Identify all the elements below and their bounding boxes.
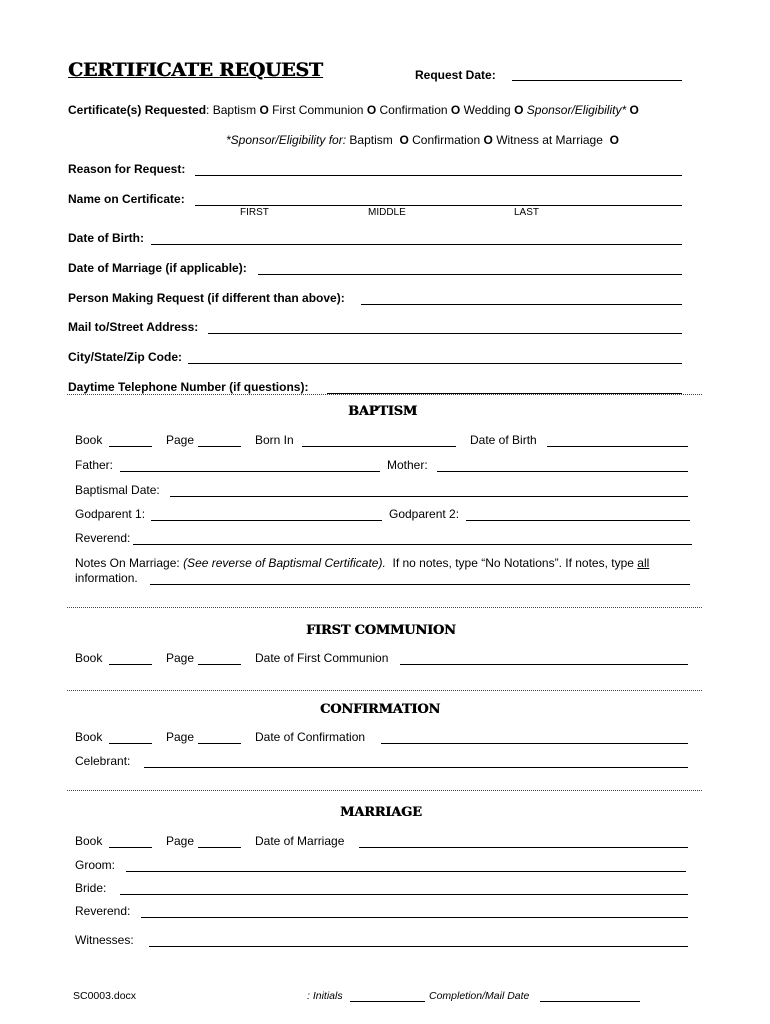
- marriage-heading: MARRIAGE: [340, 805, 422, 820]
- notes-text: If no notes, type “No Notations”. If notes, type: [392, 556, 634, 570]
- born-in-label: Born In: [255, 433, 294, 447]
- mother-field[interactable]: [437, 471, 688, 472]
- fc-page-label: Page: [166, 651, 195, 665]
- initials-label: : Initials: [307, 990, 343, 1002]
- sponsor-option-confirmation: Confirmation: [412, 133, 481, 147]
- name-field[interactable]: [195, 205, 682, 206]
- name-label: Name on Certificate:: [68, 192, 185, 206]
- mail-field[interactable]: [208, 333, 682, 334]
- baptism-page-field[interactable]: [198, 446, 241, 447]
- certificates-requested-label: Certificate(s) Requested: [68, 103, 207, 117]
- checkbox-first-communion[interactable]: O: [366, 103, 377, 117]
- last-name-caption: LAST: [514, 207, 540, 218]
- fc-book-label: Book: [75, 651, 103, 665]
- section-divider: [67, 790, 702, 791]
- baptism-dob-label: Date of Birth: [470, 433, 537, 447]
- sponsor-for-label: *Sponsor/Eligibility for:: [226, 133, 347, 147]
- middle-name-caption: MIDDLE: [368, 207, 406, 218]
- option-wedding: Wedding: [463, 103, 511, 117]
- conf-page-label: Page: [166, 730, 195, 744]
- checkbox-sponsor[interactable]: O: [629, 103, 639, 117]
- document-id: SC0003.docx: [73, 990, 137, 1002]
- godparent2-label: Godparent 2:: [389, 507, 460, 521]
- section-divider: [67, 690, 702, 691]
- groom-field[interactable]: [126, 871, 686, 872]
- conf-date-label: Date of Confirmation: [255, 730, 366, 744]
- mar-page-label: Page: [166, 834, 195, 848]
- mar-date-field[interactable]: [359, 847, 688, 848]
- fc-page-field[interactable]: [198, 664, 241, 665]
- request-date-field[interactable]: [512, 80, 682, 81]
- father-label: Father:: [75, 458, 114, 472]
- mar-page-field[interactable]: [198, 847, 241, 848]
- baptism-reverend-field[interactable]: [133, 544, 692, 545]
- notes-on-marriage: [75, 556, 649, 570]
- mar-book-field[interactable]: [109, 847, 152, 848]
- option-confirmation: Confirmation: [379, 103, 448, 117]
- bride-label: Bride:: [75, 881, 107, 895]
- sponsor-checkbox-confirmation[interactable]: O: [483, 133, 493, 147]
- mar-reverend-label: Reverend:: [75, 904, 131, 918]
- celebrant-label: Celebrant:: [75, 754, 131, 768]
- request-date-label: Request Date:: [415, 68, 496, 82]
- sponsor-eligibility-row: [226, 133, 619, 147]
- baptism-book-field[interactable]: [109, 446, 152, 447]
- dom-field[interactable]: [258, 274, 682, 275]
- born-in-field[interactable]: [302, 446, 456, 447]
- baptism-book-label: Book: [75, 433, 103, 447]
- celebrant-field[interactable]: [144, 767, 688, 768]
- bride-field[interactable]: [120, 894, 688, 895]
- notes-italic: (See reverse of Baptismal Certificate).: [183, 556, 386, 570]
- baptism-heading: BAPTISM: [348, 404, 417, 419]
- baptism-page-label: Page: [166, 433, 195, 447]
- checkbox-baptism[interactable]: O: [259, 103, 269, 117]
- city-label: City/State/Zip Code:: [68, 350, 183, 364]
- baptism-dob-field[interactable]: [547, 446, 688, 447]
- person-field[interactable]: [361, 304, 682, 305]
- dom-label: Date of Marriage (if applicable):: [68, 261, 247, 275]
- mar-date-label: Date of Marriage: [255, 834, 345, 848]
- section-divider: [67, 607, 702, 608]
- conf-date-field[interactable]: [381, 743, 688, 744]
- sponsor-option-witness: Witness at Marriage: [496, 133, 603, 147]
- conf-book-label: Book: [75, 730, 103, 744]
- checkbox-confirmation[interactable]: O: [450, 103, 461, 117]
- godparent1-label: Godparent 1:: [75, 507, 146, 521]
- dob-field[interactable]: [151, 244, 682, 245]
- baptismal-date-field[interactable]: [170, 496, 688, 497]
- baptism-reverend-label: Reverend:: [75, 531, 131, 545]
- father-field[interactable]: [120, 471, 380, 472]
- mail-label: Mail to/Street Address:: [68, 320, 199, 334]
- initials-field[interactable]: [350, 1001, 425, 1002]
- fc-date-label: Date of First Communion: [255, 651, 389, 665]
- godparent2-field[interactable]: [466, 520, 690, 521]
- groom-label: Groom:: [75, 858, 116, 872]
- mother-label: Mother:: [387, 458, 428, 472]
- baptismal-date-label: Baptismal Date:: [75, 483, 160, 497]
- city-field[interactable]: [188, 363, 682, 364]
- godparent1-field[interactable]: [151, 520, 382, 521]
- fc-book-field[interactable]: [109, 664, 152, 665]
- section-divider: [67, 394, 702, 395]
- first-communion-heading: FIRST COMMUNION: [306, 623, 456, 638]
- reason-field[interactable]: [195, 175, 682, 176]
- colon: :: [206, 103, 210, 117]
- conf-book-field[interactable]: [109, 743, 152, 744]
- reason-label: Reason for Request:: [68, 162, 186, 176]
- first-name-caption: FIRST: [240, 207, 269, 218]
- confirmation-heading: CONFIRMATION: [320, 702, 440, 717]
- information-label: information.: [75, 571, 138, 585]
- form-title: CERTIFICATE REQUEST: [68, 59, 323, 81]
- phone-label: Daytime Telephone Number (if questions):: [68, 380, 309, 394]
- witnesses-label: Witnesses:: [75, 933, 134, 947]
- option-baptism: Baptism: [212, 103, 257, 117]
- sponsor-option-baptism: Baptism: [349, 133, 393, 147]
- dob-label: Date of Birth:: [68, 231, 144, 245]
- fc-date-field[interactable]: [400, 664, 688, 665]
- completion-date-label: Completion/Mail Date: [429, 990, 530, 1002]
- sponsor-checkbox-baptism[interactable]: O: [399, 133, 409, 147]
- notes-label: Notes On Marriage:: [75, 556, 180, 570]
- option-first-communion: First Communion: [272, 103, 364, 117]
- notes-all: all: [637, 556, 650, 570]
- mar-reverend-field[interactable]: [141, 917, 688, 918]
- completion-date-field[interactable]: [540, 1001, 640, 1002]
- mar-book-label: Book: [75, 834, 103, 848]
- notes-field[interactable]: [150, 584, 690, 585]
- sponsor-checkbox-witness[interactable]: O: [609, 133, 619, 147]
- checkbox-wedding[interactable]: O: [514, 103, 524, 117]
- person-label: Person Making Request (if different than above):: [68, 291, 345, 305]
- witnesses-field[interactable]: [149, 946, 688, 947]
- certificates-requested-row: [68, 103, 639, 117]
- conf-page-field[interactable]: [198, 743, 241, 744]
- option-sponsor: Sponsor/Eligibility*: [526, 103, 627, 117]
